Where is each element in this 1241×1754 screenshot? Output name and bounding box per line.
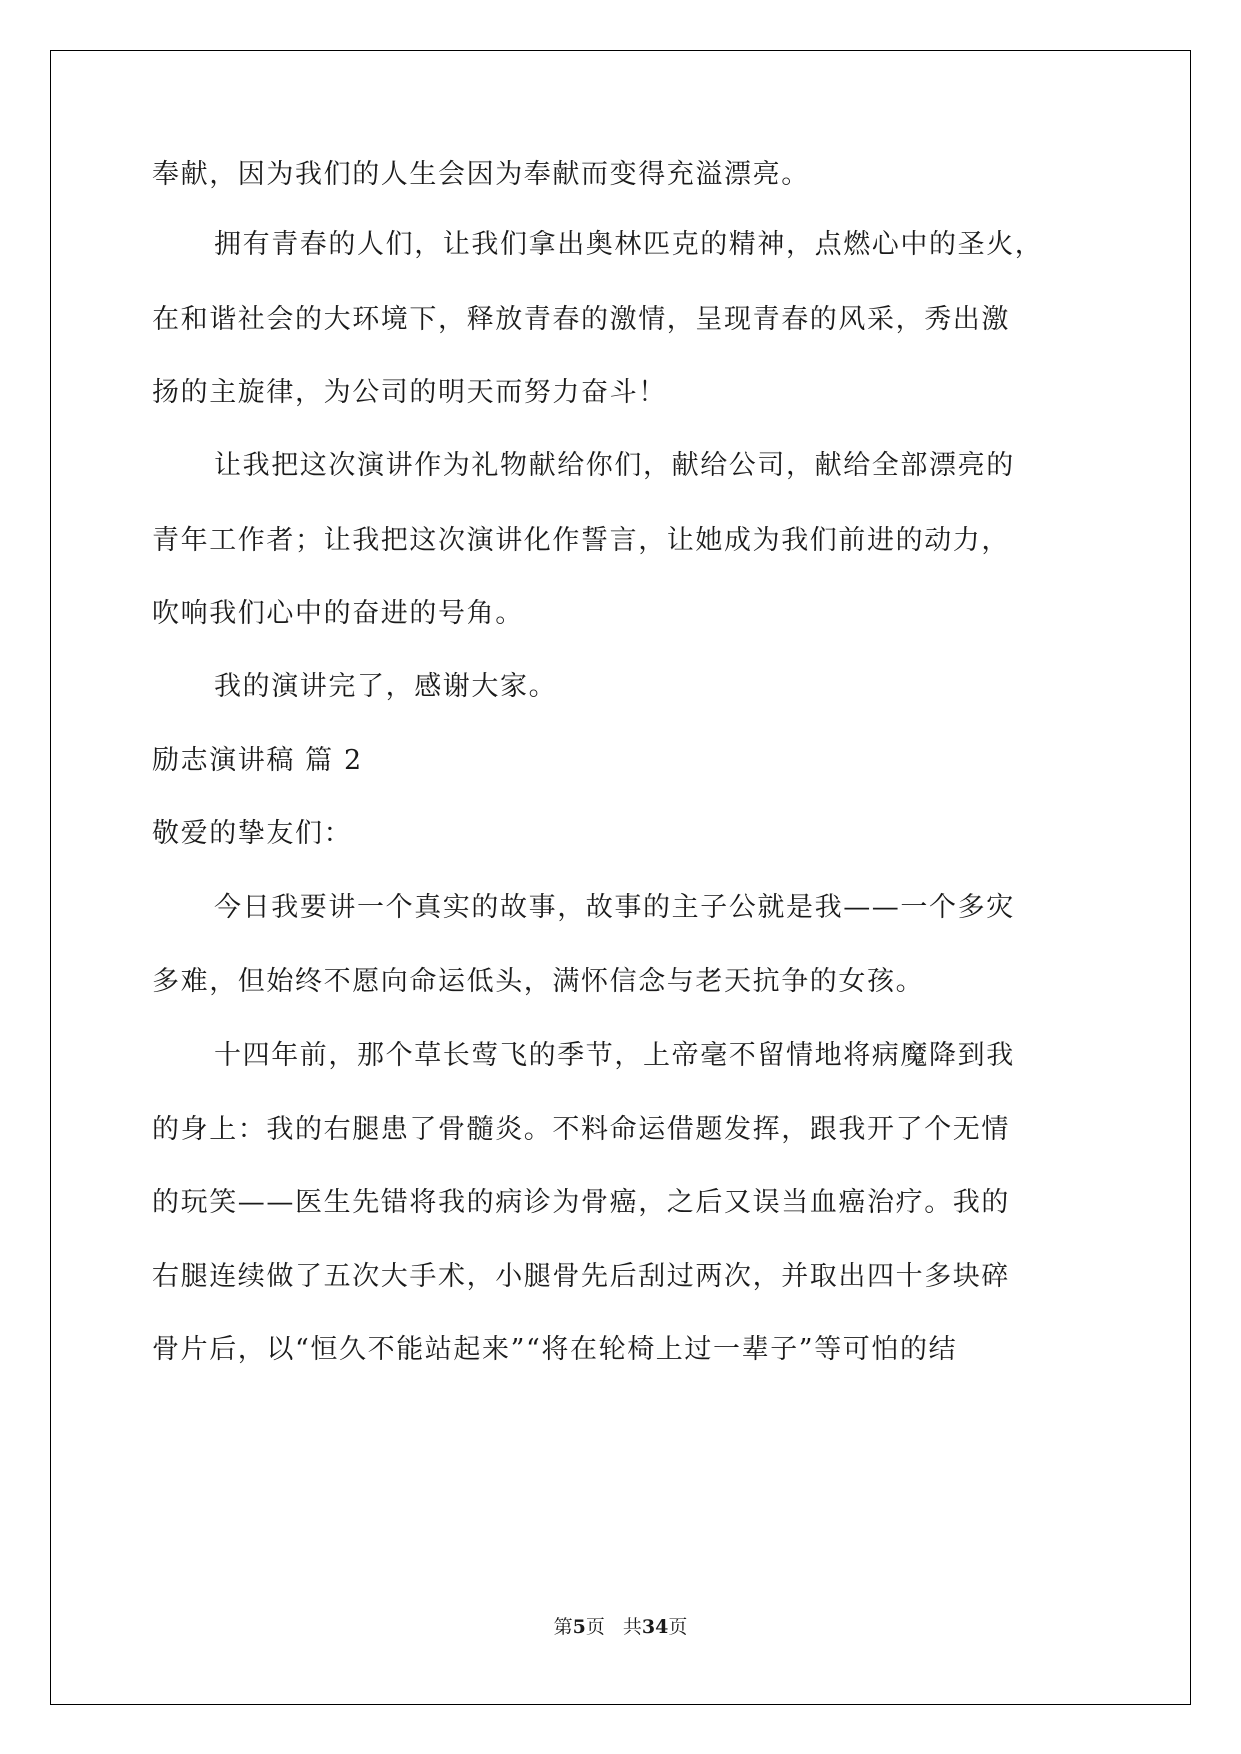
body-line-4: 扬的主旋律，为公司的明天而努力奋斗！: [152, 377, 667, 408]
section-heading: 励志演讲稿 篇 2: [152, 745, 363, 776]
page-footer: [0, 1612, 1241, 1639]
body-line-16: 右腿连续做了五次大手术，小腿骨先后刮过两次，并取出四十多块碎: [152, 1261, 1010, 1292]
footer-total-number: 34: [641, 1616, 669, 1638]
footer-page-suffix: 页: [585, 1616, 605, 1638]
body-line-7: 吹响我们心中的奋进的号角。: [152, 598, 524, 629]
body-line-2: 拥有青春的人们，让我们拿出奥林匹克的精神，点燃心中的圣火，: [214, 229, 1044, 260]
body-line-14: 的身上：我的右腿患了骨髓炎。不料命运借题发挥，跟我开了个无情: [152, 1114, 1010, 1145]
footer-total-suffix: 页: [668, 1616, 688, 1638]
footer-page-prefix: 第: [553, 1616, 573, 1638]
page-border: [50, 50, 1191, 1705]
body-line-11: 今日我要讲一个真实的故事，故事的主子公就是我——一个多灾: [214, 892, 1015, 923]
body-line-12: 多难，但始终不愿向命运低头，满怀信念与老天抗争的女孩。: [152, 966, 925, 997]
body-line-5: 让我把这次演讲作为礼物献给你们，献给公司，献给全部漂亮的: [214, 450, 1015, 481]
body-line-3: 在和谐社会的大环境下，释放青春的激情，呈现青春的风采，秀出激: [152, 304, 1010, 335]
body-line-8: 我的演讲完了，感谢大家。: [214, 671, 558, 702]
footer-page-number: 5: [572, 1616, 586, 1638]
body-line-13: 十四年前，那个草长莺飞的季节，上帝毫不留情地将病魔降到我: [214, 1040, 1015, 1071]
body-line-6: 青年工作者；让我把这次演讲化作誓言，让她成为我们前进的动力，: [152, 525, 1010, 556]
body-line-1: 奉献，因为我们的人生会因为奉献而变得充溢漂亮。: [152, 159, 810, 190]
footer-total-prefix: 共: [622, 1616, 642, 1638]
salutation: 敬爱的挚友们：: [152, 818, 353, 849]
body-line-17: 骨片后，以“恒久不能站起来”“将在轮椅上过一辈子”等可怕的结: [152, 1334, 958, 1365]
body-line-15: 的玩笑——医生先错将我的病诊为骨癌，之后又误当血癌治疗。我的: [152, 1187, 1010, 1218]
